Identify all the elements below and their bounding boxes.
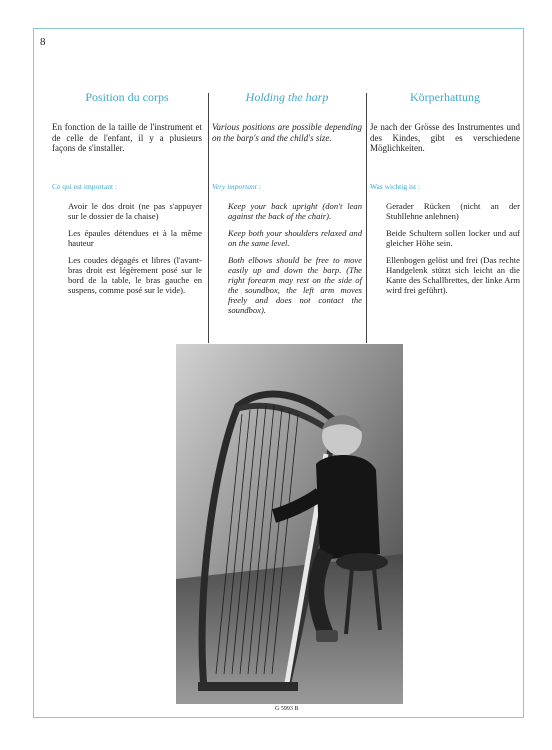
important-heading: Was wichtig ist : bbox=[370, 182, 421, 191]
list-item: Gerader Rücken (nicht an der Stuhllehne anlehnen) bbox=[386, 201, 520, 221]
column-divider bbox=[208, 93, 209, 343]
catalog-code: G 5993 B bbox=[275, 706, 299, 712]
intro-paragraph: Various positions are possible depending on the barp's and the child's size. bbox=[212, 122, 362, 143]
list-item: Avoir le dos droit (ne pas s'appuyer sur le dossier de la chaise) bbox=[68, 201, 202, 221]
important-heading: Ce qui est important : bbox=[52, 182, 117, 191]
page-number: 8 bbox=[40, 36, 46, 48]
list-item: Keep your back upright (don't lean against the back of the chair). bbox=[228, 201, 362, 221]
intro-paragraph: En fonction de la taille de l'instrument et de celle de l'enfant, il y a plusieurs façons de s'installer. bbox=[52, 122, 202, 153]
list-item: Keep both your shoulders relaxed and on the same level. bbox=[228, 228, 362, 248]
instruction-list bbox=[52, 201, 202, 295]
column-english bbox=[212, 84, 362, 322]
list-item: Les coudes dégagés et libres (l'avant-bras droit est légèrement posé sur le bord de la table, le bras gauche en suspens, comme posé sur le vide). bbox=[68, 255, 202, 295]
harp-photo bbox=[176, 344, 403, 704]
list-item: Les épaules détendues et à la même hauteur bbox=[68, 228, 202, 248]
section-title: Position du corps bbox=[85, 90, 169, 104]
column-divider bbox=[366, 93, 367, 343]
list-item: Ellenbogen gelöst und frei (Das rechte Handgelenk stützt sich leicht an die Kante des Schallbrettes, der linke Arm wird frei geführt). bbox=[386, 255, 520, 295]
section-title: Körperhattung bbox=[410, 90, 480, 104]
section-title: Holding the harp bbox=[245, 90, 329, 104]
list-item: Both elbows should be free to move easily up and down the barp. (The right forearm may rest on the side of the soundbox, the left arm moves freely and does not contact the soundbox). bbox=[228, 255, 362, 315]
important-heading: Very important : bbox=[212, 182, 262, 191]
list-item: Beide Schultern sollen locker und auf gleicher Höhe sein. bbox=[386, 228, 520, 248]
column-german bbox=[370, 84, 520, 302]
intro-paragraph: Je nach der Grösse des Instrumentes und des Kindes, gibt es verschiedene Möglichkeiten. bbox=[370, 122, 520, 153]
column-french bbox=[52, 84, 202, 302]
instruction-list bbox=[212, 201, 362, 315]
instruction-list bbox=[370, 201, 520, 295]
